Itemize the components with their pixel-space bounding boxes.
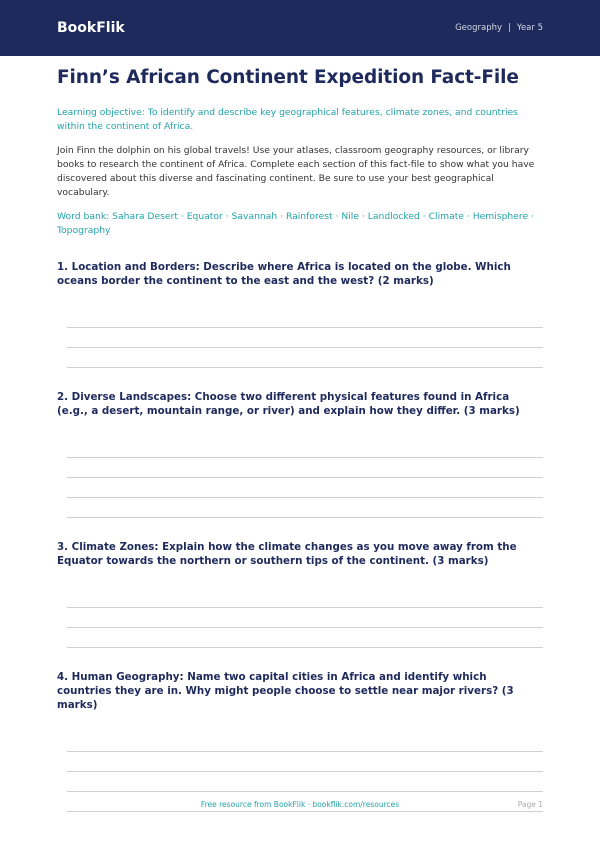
subject-year-label xyxy=(455,23,543,33)
answer-line[interactable] xyxy=(67,348,543,368)
answer-line[interactable] xyxy=(67,498,543,518)
brand-logo[interactable]: BookFlik xyxy=(57,20,125,36)
separator: | xyxy=(508,23,511,33)
answer-line[interactable] xyxy=(67,732,543,752)
answer-line[interactable] xyxy=(67,628,543,648)
question-block xyxy=(57,540,543,648)
footer-link[interactable]: Free resource from BookFlik · bookflik.com/resources xyxy=(200,800,400,809)
year-label: Year 5 xyxy=(516,23,543,33)
questions-list xyxy=(57,260,543,812)
answer-line[interactable] xyxy=(67,588,543,608)
answer-lines[interactable] xyxy=(57,308,543,368)
answer-line[interactable] xyxy=(67,308,543,328)
answer-line[interactable] xyxy=(67,458,543,478)
subject-label: Geography xyxy=(455,23,503,33)
question-text: 3. Climate Zones: Explain how the climate changes as you move away from the Equator towards the northern or southern tips of the continent. (3 marks) xyxy=(57,541,517,567)
intro-paragraph: Join Finn the dolphin on his global travels! Use your atlases, classroom geography resources, or library books to research the continent of Africa. Complete each section of this fact-file to show what you have discovered about this diverse and fascinating continent. Be sure to use your best geographical vocabulary. xyxy=(57,145,535,198)
answer-line[interactable] xyxy=(67,478,543,498)
page-number: Page 1 xyxy=(517,800,543,809)
word-bank: Word bank: Sahara Desert · Equator · Savannah · Rainforest · Nile · Landlocked · Climate · Hemisphere · Topography xyxy=(57,211,534,236)
answer-line[interactable] xyxy=(67,752,543,772)
learning-objective: Learning objective: To identify and describe key geographical features, climate zones, and countries within the continent of Africa. xyxy=(57,107,518,132)
answer-line[interactable] xyxy=(67,772,543,792)
answer-line[interactable] xyxy=(67,328,543,348)
page-footer xyxy=(0,800,600,814)
answer-lines[interactable] xyxy=(57,438,543,518)
question-text: 1. Location and Borders: Describe where Africa is located on the globe. Which oceans border the continent to the east and the west? (2 marks) xyxy=(57,261,511,287)
page-title: Finn’s African Continent Expedition Fact-File xyxy=(57,67,519,88)
question-block xyxy=(57,670,543,812)
question-text: 4. Human Geography: Name two capital cities in Africa and identify which countries they are in. Why might people choose to settle near major rivers? (3 marks) xyxy=(57,671,514,711)
question-block xyxy=(57,260,543,368)
answer-line[interactable] xyxy=(67,608,543,628)
question-text: 2. Diverse Landscapes: Choose two different physical features found in Africa (e.g., a desert, mountain range, or river) and explain how they differ. (3 marks) xyxy=(57,391,520,417)
worksheet-content xyxy=(0,66,600,812)
answer-line[interactable] xyxy=(67,438,543,458)
answer-lines[interactable] xyxy=(57,588,543,648)
page-header xyxy=(0,0,600,56)
question-block xyxy=(57,390,543,518)
